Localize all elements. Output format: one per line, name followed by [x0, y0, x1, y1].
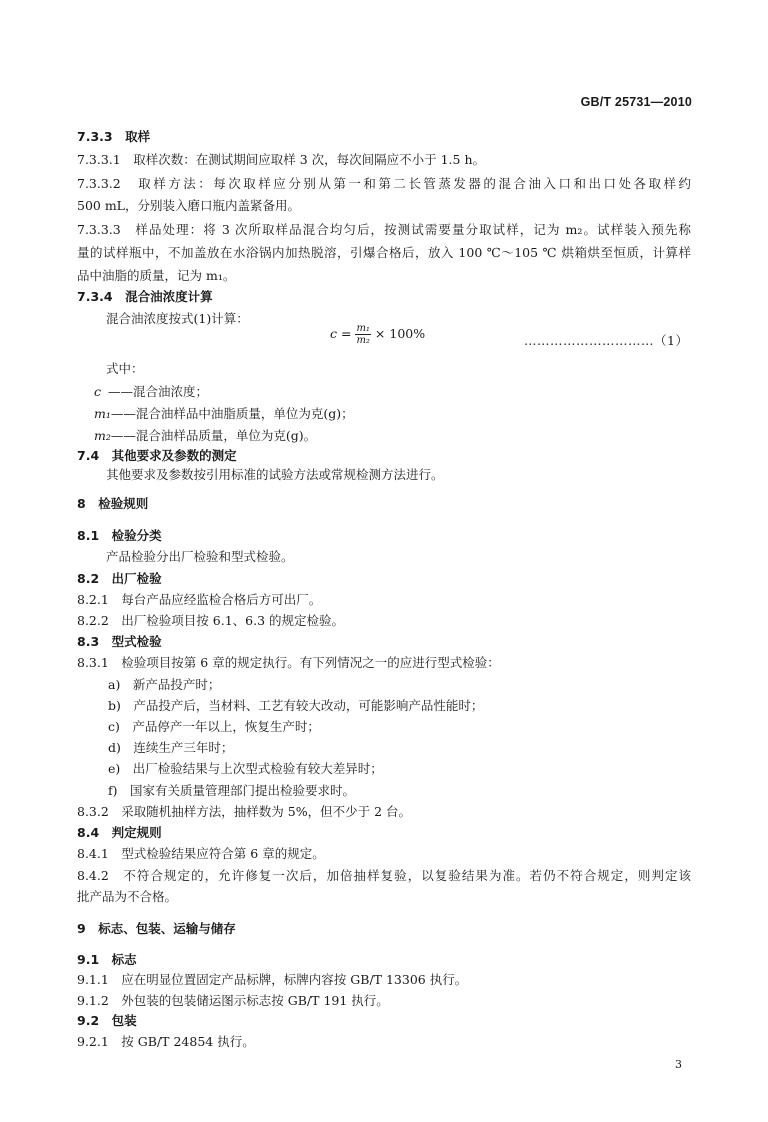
clause-8-2-heading: 8.2 出厂检验 [77, 571, 162, 586]
formula-numerator: m₁ [356, 323, 370, 334]
clause-8-4-heading: 8.4 判定规则 [77, 825, 162, 840]
clause-7-4-heading: 7.4 其他要求及参数的测定 [77, 448, 237, 463]
clause-7-3-3-2: 7.3.3.2 取样方法：每次取样应分别从第一和第二长管蒸发器的混合油入口和出口处各取样约 [77, 176, 691, 191]
clause-7-3-3-3-cont2: 品中油脂的质量，记为 m₁。 [77, 268, 236, 283]
clause-7-3-3-3: 7.3.3.3 样品处理：将 3 次所取样品混合均匀后，按测试需要量分取试样，记为 m₂。试样装入预先称 [77, 222, 691, 237]
clause-7-3-3-2-cont: 500 mL，分别装入磨口瓶内盖紧备用。 [77, 198, 300, 213]
chapter-9-heading: 9 标志、包装、运输与储存 [77, 921, 236, 936]
variable-m2 [94, 428, 708, 444]
clause-7-3-4-heading: 7.3.4 混合油浓度计算 [77, 289, 213, 304]
list-item-a: a) 新产品投产时； [108, 677, 221, 692]
clause-7-3-3-heading: 7.3.3 取样 [77, 129, 151, 144]
clause-7-3-3-1: 7.3.3.1 取样次数：在测试期间应取样 3 次，每次间隔应不小于 1.5 h。 [77, 152, 486, 167]
formula-fraction [355, 323, 371, 346]
variable-desc: ——混合油样品中油脂质量，单位为克(g)； [110, 406, 354, 421]
standard-code-header: GB/T 25731—2010 [580, 95, 692, 109]
variable-desc: ——混合油浓度； [108, 384, 209, 399]
clause-8-1-heading: 8.1 检验分类 [77, 528, 162, 543]
variable-desc: ——混合油样品质量，单位为克(g)。 [110, 428, 317, 443]
clause-7-4-text: 其他要求及参数按引用标准的试验方法或常规检测方法进行。 [106, 467, 444, 482]
variable-m1 [94, 406, 708, 422]
formula-rhs: × 100% [374, 326, 426, 341]
list-item-f: f) 国家有关质量管理部门提出检验要求时。 [108, 783, 356, 798]
variable-c [94, 384, 708, 400]
page-number: 3 [675, 1058, 682, 1071]
clause-9-1-1: 9.1.1 应在明显位置固定产品标牌，标牌内容按 GB/T 13306 执行。 [77, 972, 468, 987]
list-item-e: e) 出厂检验结果与上次型式检验有较大差异时； [108, 761, 383, 776]
variable-symbol: c [94, 384, 102, 399]
formula-denominator: m₂ [356, 335, 370, 346]
list-item-b: b) 产品投产后，当材料、工艺有较大改动，可能影响产品性能时； [108, 698, 484, 713]
formula-number: …………………………（1） [524, 333, 689, 348]
clause-8-3-heading: 8.3 型式检验 [77, 634, 162, 649]
formula-1 [330, 323, 425, 357]
variable-symbol: m₂ [94, 428, 111, 443]
clause-8-3-1: 8.3.1 检验项目按第 6 章的规定执行。有下列情况之一的应进行型式检验： [77, 655, 500, 670]
clause-8-3-2: 8.3.2 采取随机抽样方法，抽样数为 5%，但不少于 2 台。 [77, 804, 412, 819]
variable-symbol: m₁ [94, 406, 111, 421]
clause-7-3-3-3-cont1: 量的试样瓶中，不加盖放在水浴锅内加热脱溶，引爆合格后，放入 100 ℃～105 ℃ 烘箱烘至恒质，计算样 [77, 245, 691, 260]
clause-8-1-text: 产品检验分出厂检验和型式检验。 [106, 549, 294, 564]
list-item-c: c) 产品停产一年以上，恢复生产时； [108, 719, 320, 734]
clause-8-2-1: 8.2.1 每台产品应经监检合格后方可出厂。 [77, 592, 322, 607]
clause-9-2-heading: 9.2 包装 [77, 1013, 137, 1028]
chapter-8-heading: 8 检验规则 [77, 496, 149, 511]
formula-lhs: c = [330, 326, 352, 341]
clause-8-2-2: 8.2.2 出厂检验项目按 6.1、6.3 的规定检验。 [77, 613, 345, 628]
where-label: 式中： [106, 361, 144, 376]
formula-intro: 混合油浓度按式(1)计算： [106, 311, 249, 326]
list-item-d: d) 连续生产三年时； [108, 740, 234, 755]
clause-8-4-2-cont: 批产品为不合格。 [77, 889, 178, 904]
clause-8-4-2: 8.4.2 不符合规定的，允许修复一次后，加倍抽样复验，以复验结果为准。若仍不符合规定，则判定该 [77, 868, 691, 883]
clause-9-1-2: 9.1.2 外包装的包装储运图示标志按 GB/T 191 执行。 [77, 993, 389, 1008]
clause-9-2-1: 9.2.1 按 GB/T 24854 执行。 [77, 1034, 255, 1049]
clause-8-4-1: 8.4.1 型式检验结果应符合第 6 章的规定。 [77, 846, 325, 861]
clause-9-1-heading: 9.1 标志 [77, 952, 137, 967]
